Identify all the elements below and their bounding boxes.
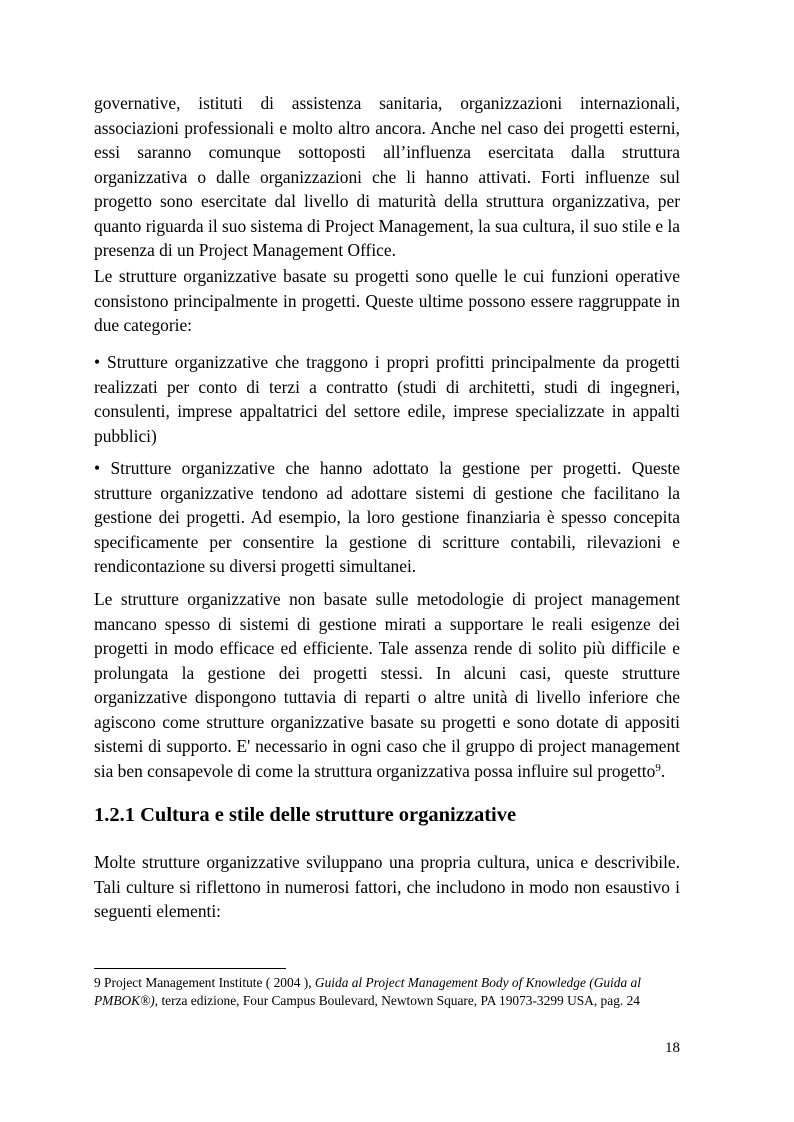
bullet-contract-projects: • Strutture organizzative che traggono i propri profitti principalmente da progetti realizzati per conto di terzi a contratto (studi di architetti, studi di ingegneri, consulenti, imprese appaltatrici del settore edile, imprese specializzate in appalti pubblici) [94,352,680,446]
footnote-rest: , terza edizione, Four Campus Boulevard, Newtown Square, PA 19073-3299 USA, pag. 24 [154,993,640,1009]
footnote-lead: 9 Project Management Institute ( 2004 ), [94,975,315,990]
bullet-project-management-adoption: • Strutture organizzative che hanno adottato la gestione per progetti. Queste strutture organizzative tendono ad adottare sistemi di gestione che facilitano la gestione dei progetti. Ad esempio, la loro gestione finanziaria è spesso concepita specificamente per consentire la gestione di scritture contabili, rilevazioni e rendicontazione su diversi progetti simultanei. [94,458,680,576]
paragraph-text: Le strutture organizzative non basate sulle metodologie di project management mancano spesso di sistemi di gestione mirati a supportare le reali esigenze dei progetti in modo efficace ed efficiente. Tale assenza rende di solito più difficile e prolungata la gestione dei progetti stessi. In alcuni casi, queste strutture organizzative dispongono tuttavia di reparti o altre unità di livello inferiore che agiscono come strutture organizzative basate su progetti e sono dotate di appositi sistemi di supporto. E' necessario in ogni caso che il gruppo di project management sia ben consapevole di come la struttura organizzativa possa influire sul progetto [94,589,680,781]
page-number: 18 [665,1040,680,1056]
paragraph-end: . [660,760,666,781]
footnote-title: Guida al Project Management Body of Knowledge (Guida al PMBOK®) [94,975,641,1009]
paragraph-project-based-structures: Le strutture organizzative basate su progetti sono quelle le cui funzioni operative consistono principalmente in progetti. Queste ultime possono essere raggruppate in due categorie: [94,266,680,335]
paragraph-non-project-structures [94,587,680,783]
paragraph-intro-continued: governative, istituti di assistenza sanitaria, organizzazioni internazionali, associazioni professionali e molto altro ancora. Anche nel caso dei progetti esterni, essi saranno comunque sottoposti all’influenza esercitata dalla struttura organizzativa o dalle organizzazioni che li hanno attivati. Forti influenze sul progetto sono esercitate dal livello di maturità della struttura organizzativa, per quanto riguarda il suo sistema di Project Management, la sua cultura, il suo stile e la presenza di un Project Management Office. [94,93,680,260]
footnote [94,974,680,1010]
footnote-reference: 9 [655,761,661,774]
paragraph-culture: Molte strutture organizzative sviluppano una propria cultura, unica e descrivibile. Tali culture si riflettono in numerosi fattori, che includono in modo non esaustivo i seguenti elementi: [94,852,680,921]
footnote-divider [94,968,286,969]
section-heading: 1.2.1 Cultura e stile delle strutture organizzative [94,804,517,826]
